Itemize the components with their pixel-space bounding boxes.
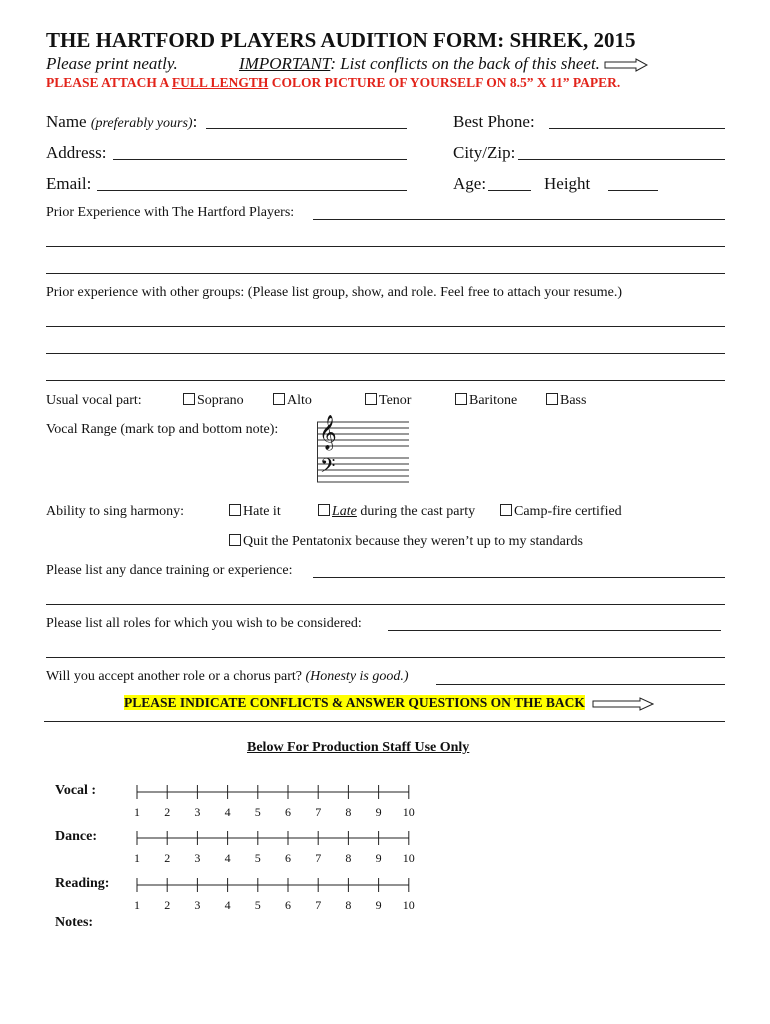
vocal-option-soprano[interactable] <box>183 393 244 409</box>
prior-other-label: Prior experience with other groups: (Please list group, show, and role. Feel free to attach your resume.) <box>46 285 623 300</box>
checkbox-icon[interactable] <box>500 504 512 516</box>
checkbox-icon[interactable] <box>273 393 285 405</box>
rating-number: 3 <box>194 805 201 819</box>
back-notice <box>124 695 654 711</box>
harmony-option-hate[interactable] <box>229 504 281 520</box>
prior-hartford-label: Prior Experience with The Hartford Players: <box>46 205 295 220</box>
rating-number: 9 <box>375 898 382 912</box>
age-field[interactable] <box>488 190 531 191</box>
right-arrow-icon <box>592 697 654 711</box>
prior-other-field-3[interactable] <box>46 380 725 381</box>
prior-hartford-field-1[interactable] <box>313 219 725 220</box>
right-arrow-icon <box>604 58 648 72</box>
vocal-part-label: Usual vocal part: <box>46 393 142 408</box>
bass-clef-icon: 𝄢 <box>320 454 336 482</box>
dance-field-1[interactable] <box>313 577 725 578</box>
treble-clef-icon: 𝄞 <box>319 415 337 450</box>
dance-field-2[interactable] <box>46 604 725 605</box>
rating-label: Vocal : <box>55 783 97 798</box>
vocal-option-label: Alto <box>287 393 312 408</box>
attach-photo-notice <box>46 75 620 91</box>
prior-hartford-field-3[interactable] <box>46 273 725 274</box>
email-field[interactable] <box>97 190 407 191</box>
roles-label: Please list all roles for which you wish to be considered: <box>46 616 362 631</box>
rating-number: 4 <box>224 898 231 912</box>
prior-hartford-field-2[interactable] <box>46 246 725 247</box>
checkbox-icon[interactable] <box>546 393 558 405</box>
cityzip-field[interactable] <box>518 159 725 160</box>
harmony-option-late[interactable] <box>318 504 475 520</box>
rating-number: 8 <box>345 898 352 912</box>
checkbox-icon[interactable] <box>183 393 195 405</box>
rating-number: 7 <box>315 898 322 912</box>
vocal-option-label: Bass <box>560 393 587 408</box>
harmony-late-italic: Late <box>332 504 357 519</box>
rating-number: 5 <box>254 851 261 865</box>
phone-label: Best Phone: <box>453 112 535 131</box>
rating-number: 6 <box>285 805 291 819</box>
name-label-text: Name <box>46 112 87 131</box>
rating-number: 2 <box>164 851 171 865</box>
roles-field-1[interactable] <box>388 630 721 631</box>
attach-before: PLEASE ATTACH A <box>46 75 172 90</box>
back-notice-text: PLEASE INDICATE CONFLICTS & ANSWER QUESTIONS ON THE BACK <box>124 695 585 710</box>
section-divider <box>44 721 725 722</box>
height-field[interactable] <box>608 190 658 191</box>
rating-number: 10 <box>402 851 415 865</box>
checkbox-icon[interactable] <box>229 504 241 516</box>
cityzip-label: City/Zip: <box>453 143 516 162</box>
rating-number: 3 <box>194 851 201 865</box>
rating-number: 4 <box>224 851 231 865</box>
email-label: Email: <box>46 174 92 193</box>
address-label: Address: <box>46 143 107 162</box>
harmony-campfire-label: Camp-fire certified <box>514 504 622 519</box>
rating-number: 4 <box>224 805 231 819</box>
important-text: : List conflicts on the back of this sheet. <box>330 54 600 73</box>
rating-number: 7 <box>315 805 322 819</box>
staff-use-heading: Below For Production Staff Use Only <box>247 740 470 755</box>
rating-number: 2 <box>164 805 171 819</box>
important-label: IMPORTANT <box>239 54 331 73</box>
rating-number: 6 <box>285 898 291 912</box>
harmony-option-campfire[interactable] <box>500 504 622 520</box>
harmony-option-quit[interactable] <box>229 534 583 550</box>
harmony-quit-label: Quit the Pentatonix because they weren’t up to my standards <box>243 534 583 549</box>
vocal-option-label: Tenor <box>379 393 412 408</box>
vocal-option-tenor[interactable] <box>365 393 411 409</box>
attach-underlined: FULL LENGTH <box>171 75 269 90</box>
rating-number: 3 <box>194 898 201 912</box>
vocal-option-label: Baritone <box>469 393 518 408</box>
roles-field-2[interactable] <box>46 657 725 658</box>
rating-number: 10 <box>402 898 415 912</box>
accept-label <box>46 669 409 685</box>
rating-number: 8 <box>345 851 352 865</box>
accept-hint: (Honesty is good.) <box>305 669 409 684</box>
checkbox-icon[interactable] <box>229 534 241 546</box>
rating-number: 1 <box>134 898 140 912</box>
rating-scale[interactable] <box>136 878 410 892</box>
rating-number: 9 <box>375 805 382 819</box>
vocal-range-label: Vocal Range (mark top and bottom note): <box>46 422 279 437</box>
checkbox-icon[interactable] <box>365 393 377 405</box>
rating-number: 2 <box>164 898 171 912</box>
vocal-option-bass[interactable] <box>546 393 586 409</box>
harmony-label: Ability to sing harmony: <box>46 504 185 519</box>
checkbox-icon[interactable] <box>455 393 467 405</box>
name-field[interactable] <box>206 128 407 129</box>
dance-label: Please list any dance training or experience: <box>46 563 293 578</box>
rating-label: Dance: <box>55 829 97 844</box>
name-hint: (preferably yours) <box>90 116 193 131</box>
vocal-option-baritone[interactable] <box>455 393 517 409</box>
checkbox-icon[interactable] <box>318 504 330 516</box>
attach-after: COLOR PICTURE OF YOURSELF ON 8.5” X 11” PAPER. <box>268 75 621 90</box>
form-title: THE HARTFORD PLAYERS AUDITION FORM: SHREK, 2015 <box>46 28 636 52</box>
prior-other-field-1[interactable] <box>46 326 725 327</box>
vocal-option-alto[interactable] <box>273 393 312 409</box>
rating-number: 6 <box>285 851 291 865</box>
harmony-late-rest: during the cast party <box>356 504 476 519</box>
rating-number: 1 <box>134 805 140 819</box>
phone-field[interactable] <box>549 128 725 129</box>
music-staff[interactable] <box>317 415 409 486</box>
rating-scale[interactable] <box>136 785 410 799</box>
harmony-hate-label: Hate it <box>243 504 281 519</box>
important-note <box>239 54 648 74</box>
name-label <box>46 112 197 132</box>
height-label: Height <box>544 174 591 193</box>
notes-label: Notes: <box>55 915 94 930</box>
rating-number: 8 <box>345 805 352 819</box>
rating-number: 5 <box>254 805 261 819</box>
rating-number: 1 <box>134 851 140 865</box>
accept-field[interactable] <box>436 684 725 685</box>
rating-number: 5 <box>254 898 261 912</box>
vocal-option-label: Soprano <box>197 393 244 408</box>
address-field[interactable] <box>113 159 407 160</box>
rating-label: Reading: <box>55 876 110 891</box>
rating-number: 10 <box>402 805 415 819</box>
print-neatly-note: Please print neatly. <box>46 54 178 73</box>
rating-number: 7 <box>315 851 322 865</box>
rating-number: 9 <box>375 851 382 865</box>
accept-text: Will you accept another role or a chorus part? <box>46 669 302 684</box>
prior-other-field-2[interactable] <box>46 353 725 354</box>
age-label: Age: <box>453 174 487 193</box>
rating-scale[interactable] <box>136 831 410 845</box>
name-colon: : <box>192 112 198 131</box>
